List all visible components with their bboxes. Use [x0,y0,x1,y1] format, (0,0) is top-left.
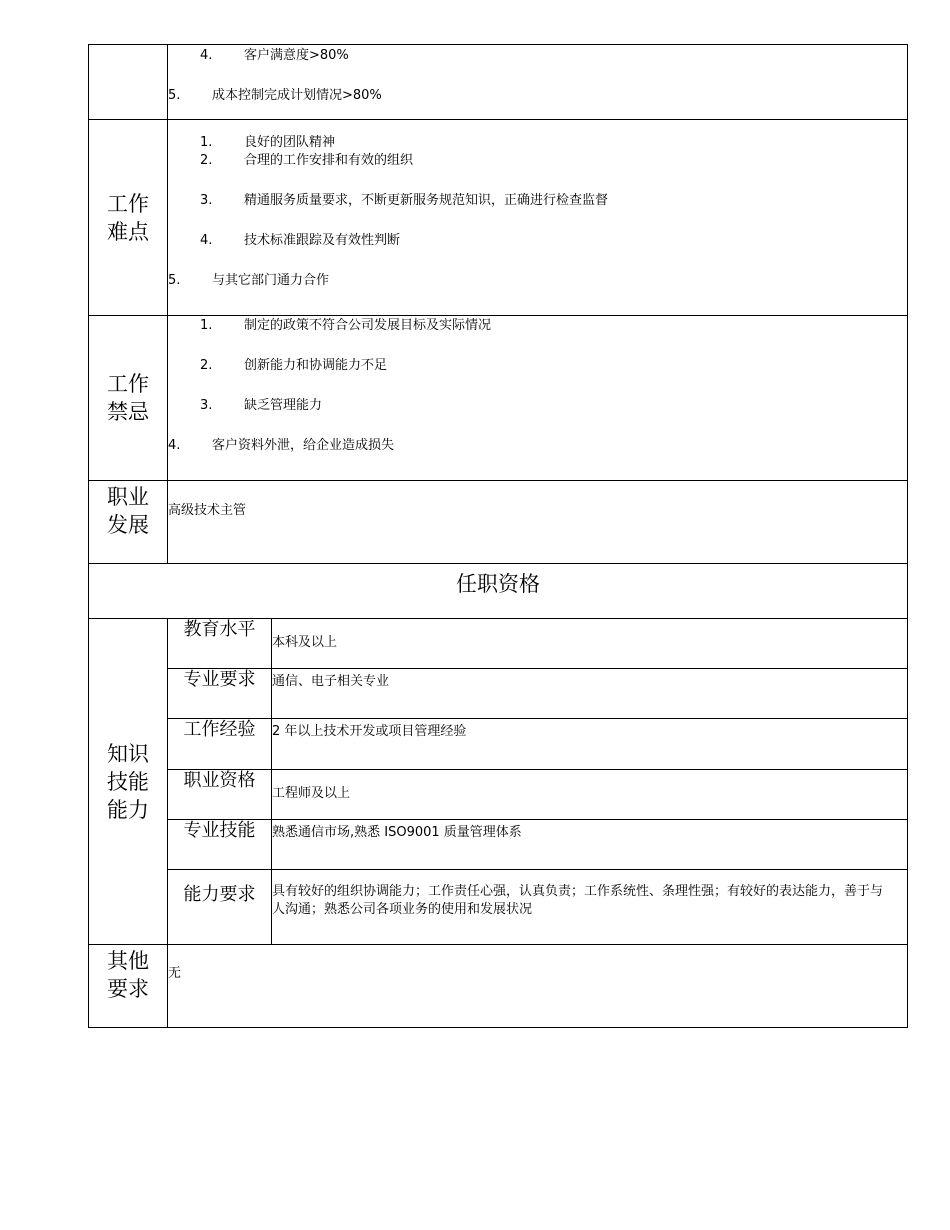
major-value: 通信、电子相关专业 [272,669,908,719]
list-item: 1. 良好的团队精神 [200,135,336,150]
difficulty-content [168,120,908,316]
list-item: 5. 成本控制完成计划情况>80% [168,88,382,103]
education-label: 教育水平 [168,619,272,669]
list-item: 2. 合理的工作安排和有效的组织 [200,153,414,168]
list-item: 2. 创新能力和协调能力不足 [200,358,388,373]
taboo-section [89,316,908,481]
knowledge-row [89,619,908,669]
difficulty-label: 工作 难点 [89,120,168,316]
education-value: 本科及以上 [272,619,908,669]
continued-content [168,45,908,120]
major-label: 专业要求 [168,669,272,719]
ability-label: 能力要求 [168,870,272,945]
section-heading: 任职资格 [89,564,908,619]
job-description-table [88,44,907,1028]
knowledge-row [89,719,908,770]
career-content: 高级技术主管 [168,481,908,564]
knowledge-row [89,770,908,820]
list-item: 4. 客户满意度>80% [200,48,349,63]
other-label: 其他 要求 [89,945,168,1028]
skill-value: 熟悉通信市场,熟悉 ISO9001 质量管理体系 [272,820,908,870]
taboo-content [168,316,908,481]
continued-section [89,45,908,120]
list-item: 4. 客户资料外泄，给企业造成损失 [168,438,395,453]
knowledge-row [89,820,908,870]
continued-label-cell [89,45,168,120]
certification-label: 职业资格 [168,770,272,820]
other-section [89,945,908,1028]
knowledge-label: 知识 技能 能力 [89,619,168,945]
list-item: 3. 缺乏管理能力 [200,398,323,413]
taboo-label: 工作 禁忌 [89,316,168,481]
list-item: 5. 与其它部门通力合作 [168,273,330,288]
career-section [89,481,908,564]
knowledge-row [89,870,908,945]
certification-value: 工程师及以上 [272,770,908,820]
difficulty-section [89,120,908,316]
skill-label: 专业技能 [168,820,272,870]
qualification-heading-row [89,564,908,619]
list-item: 1. 制定的政策不符合公司发展目标及实际情况 [200,318,492,333]
ability-value: 具有较好的组织协调能力；工作责任心强，认真负责；工作系统性、条理性强；有较好的表达能力，善于与人沟通；熟悉公司各项业务的使用和发展状况 [272,870,908,945]
list-item: 3. 精通服务质量要求，不断更新服务规范知识，正确进行检查监督 [200,193,609,208]
experience-value: 2 年以上技术开发或项目管理经验 [272,719,908,770]
experience-label: 工作经验 [168,719,272,770]
career-label: 职业 发展 [89,481,168,564]
knowledge-row [89,669,908,719]
list-item: 4. 技术标准跟踪及有效性判断 [200,233,401,248]
other-content: 无 [168,945,908,1028]
